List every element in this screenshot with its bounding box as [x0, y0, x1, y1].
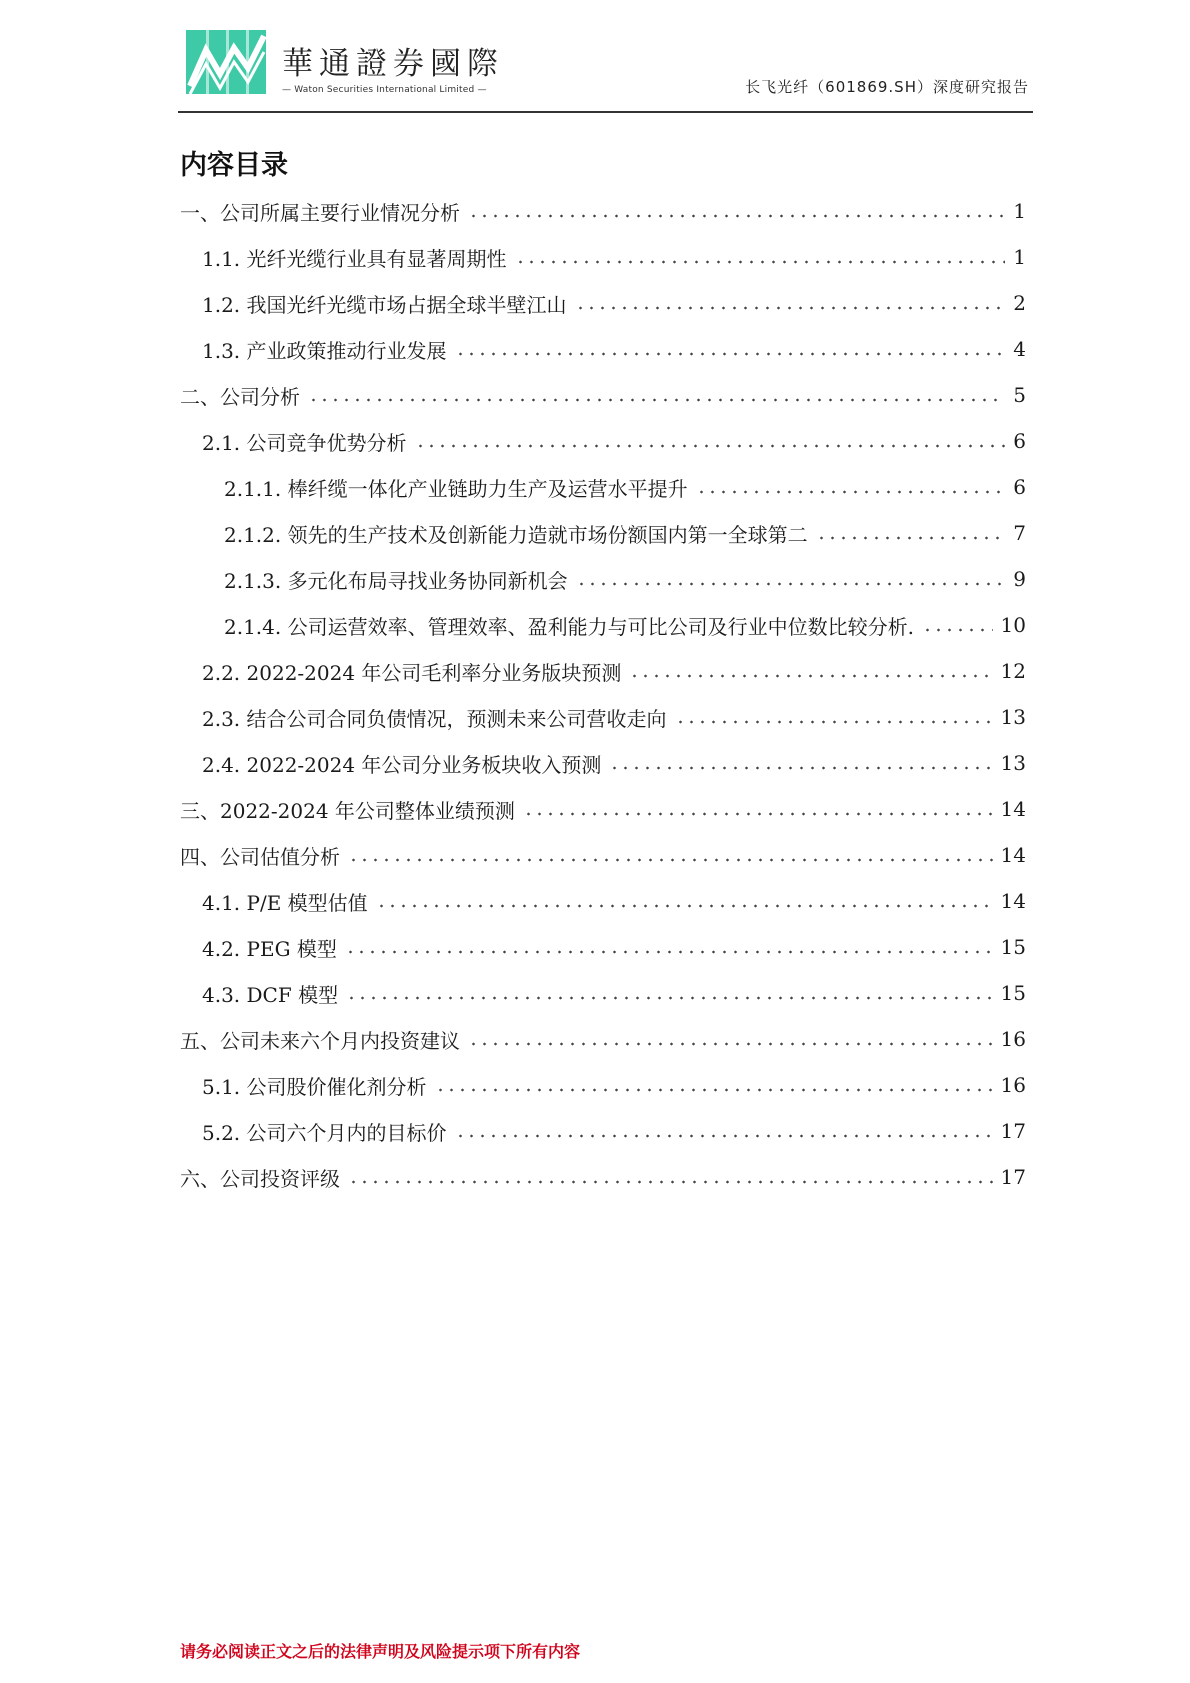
- waton-logo-icon: [186, 30, 266, 94]
- toc-entry[interactable]: [180, 556, 1026, 602]
- toc-entry-page-number: 4: [1013, 337, 1026, 361]
- toc-entry-label: 六、公司投资评级: [180, 1166, 340, 1191]
- toc-entry[interactable]: [180, 418, 1026, 464]
- toc-entry-label: 4.3. DCF 模型: [202, 982, 339, 1007]
- page-header: [178, 26, 1033, 112]
- toc-dot-leader: [468, 214, 1005, 218]
- toc-entry-page-number: 9: [1013, 567, 1026, 591]
- toc-entry-page-number: 14: [1000, 843, 1026, 867]
- toc-entry[interactable]: [180, 1154, 1026, 1200]
- toc-dot-leader: [415, 444, 1006, 448]
- toc-dot-leader: [575, 306, 1006, 310]
- toc-entry-page-number: 12: [1000, 659, 1026, 683]
- toc-dot-leader: [348, 858, 993, 862]
- brand-name-chinese: 華通證券國際: [282, 46, 504, 82]
- toc-entry[interactable]: [180, 878, 1026, 924]
- toc-entry-label: 5.1. 公司股价催化剂分析: [202, 1074, 427, 1099]
- toc-entry[interactable]: [180, 188, 1026, 234]
- toc-entry-label: 2.1.1. 棒纤缆一体化产业链助力生产及运营水平提升: [224, 476, 688, 501]
- toc-entry-label: 一、公司所属主要行业情况分析: [180, 200, 460, 225]
- toc-entry-page-number: 16: [1000, 1027, 1026, 1051]
- toc-entry-label: 1.1. 光纤光缆行业具有显著周期性: [202, 246, 507, 271]
- toc-entry[interactable]: [180, 832, 1026, 878]
- toc-entry-page-number: 14: [1000, 797, 1026, 821]
- toc-entry-page-number: 10: [1000, 613, 1026, 637]
- report-title: 长飞光纤（601869.SH）深度研究报告: [745, 78, 1029, 96]
- toc-dot-leader: [468, 1042, 993, 1046]
- toc-entry-label: 2.3. 结合公司合同负债情况，预测未来公司营收走向: [202, 706, 667, 731]
- toc-dot-leader: [629, 674, 992, 678]
- toc-entry[interactable]: [180, 648, 1026, 694]
- toc-entry[interactable]: [180, 740, 1026, 786]
- toc-entry-page-number: 15: [1000, 981, 1026, 1005]
- toc-entry-label: 2.1. 公司竞争优势分析: [202, 430, 407, 455]
- toc-entry-page-number: 5: [1013, 383, 1026, 407]
- toc-dot-leader: [435, 1088, 993, 1092]
- toc-dot-leader: [696, 490, 1006, 494]
- toc-dot-leader: [348, 1180, 993, 1184]
- toc-entry-page-number: 7: [1013, 521, 1026, 545]
- toc-dot-leader: [345, 950, 993, 954]
- toc-entry[interactable]: [180, 694, 1026, 740]
- toc-entry[interactable]: [180, 326, 1026, 372]
- toc-entry[interactable]: [180, 1062, 1026, 1108]
- toc-entry-label: 4.1. P/E 模型估值: [202, 890, 368, 915]
- toc-entry-page-number: 17: [1000, 1165, 1026, 1189]
- toc-entry[interactable]: [180, 1016, 1026, 1062]
- toc-dot-leader: [816, 536, 1006, 540]
- toc-entry[interactable]: [180, 786, 1026, 832]
- toc-entry-label: 4.2. PEG 模型: [202, 936, 337, 961]
- toc-entry-label: 1.2. 我国光纤光缆市场占据全球半壁江山: [202, 292, 567, 317]
- toc-dot-leader: [308, 398, 1005, 402]
- toc-entry-page-number: 2: [1013, 291, 1026, 315]
- toc-entry-page-number: 1: [1013, 245, 1026, 269]
- toc-entry-label: 2.1.4. 公司运营效率、管理效率、盈利能力与可比公司及行业中位数比较分析.: [224, 614, 914, 639]
- toc-dot-leader: [376, 904, 993, 908]
- toc-entry[interactable]: [180, 464, 1026, 510]
- toc-entry-label: 二、公司分析: [180, 384, 300, 409]
- toc-entry-page-number: 16: [1000, 1073, 1026, 1097]
- toc-entry[interactable]: [180, 372, 1026, 418]
- toc-entry-label: 2.1.2. 领先的生产技术及创新能力造就市场份额国内第一全球第二: [224, 522, 808, 547]
- toc-dot-leader: [455, 1134, 993, 1138]
- toc-entry-label: 1.3. 产业政策推动行业发展: [202, 338, 447, 363]
- toc-entry-page-number: 6: [1013, 475, 1026, 499]
- toc-entry-label: 2.2. 2022-2024 年公司毛利率分业务版块预测: [202, 660, 622, 685]
- toc-entry-label: 四、公司估值分析: [180, 844, 340, 869]
- toc-entry[interactable]: [180, 924, 1026, 970]
- toc-entry-label: 2.4. 2022-2024 年公司分业务板块收入预测: [202, 752, 602, 777]
- toc-heading: 内容目录: [180, 150, 288, 181]
- toc-entry[interactable]: [180, 510, 1026, 556]
- toc-entry-label: 五、公司未来六个月内投资建议: [180, 1028, 460, 1053]
- toc-entry[interactable]: [180, 280, 1026, 326]
- disclaimer-note: 请务必阅读正文之后的法律声明及风险提示项下所有内容: [180, 1642, 581, 1661]
- toc-entry[interactable]: [180, 1108, 1026, 1154]
- toc-dot-leader: [523, 812, 993, 816]
- header-divider: [178, 111, 1033, 113]
- toc-entry-page-number: 13: [1000, 751, 1026, 775]
- toc-entry-label: 三、2022-2024 年公司整体业绩预测: [180, 798, 515, 823]
- toc-entry-page-number: 17: [1000, 1119, 1026, 1143]
- toc-entry-page-number: 13: [1000, 705, 1026, 729]
- toc-dot-leader: [515, 260, 1006, 264]
- toc-dot-leader: [455, 352, 1006, 356]
- toc-entry-label: 2.1.3. 多元化布局寻找业务协同新机会: [224, 568, 568, 593]
- toc-entry-page-number: 6: [1013, 429, 1026, 453]
- toc-entry[interactable]: [180, 602, 1026, 648]
- toc-entry[interactable]: [180, 970, 1026, 1016]
- toc-entry-page-number: 15: [1000, 935, 1026, 959]
- toc-dot-leader: [922, 628, 993, 632]
- toc-dot-leader: [609, 766, 992, 770]
- brand-name-english: — Waton Securities International Limited —: [282, 85, 487, 95]
- toc-entry[interactable]: [180, 234, 1026, 280]
- toc-dot-leader: [576, 582, 1006, 586]
- table-of-contents: [180, 188, 1026, 1200]
- toc-entry-page-number: 1: [1013, 199, 1026, 223]
- toc-entry-label: 5.2. 公司六个月内的目标价: [202, 1120, 447, 1145]
- toc-dot-leader: [675, 720, 993, 724]
- toc-entry-page-number: 14: [1000, 889, 1026, 913]
- toc-dot-leader: [346, 996, 992, 1000]
